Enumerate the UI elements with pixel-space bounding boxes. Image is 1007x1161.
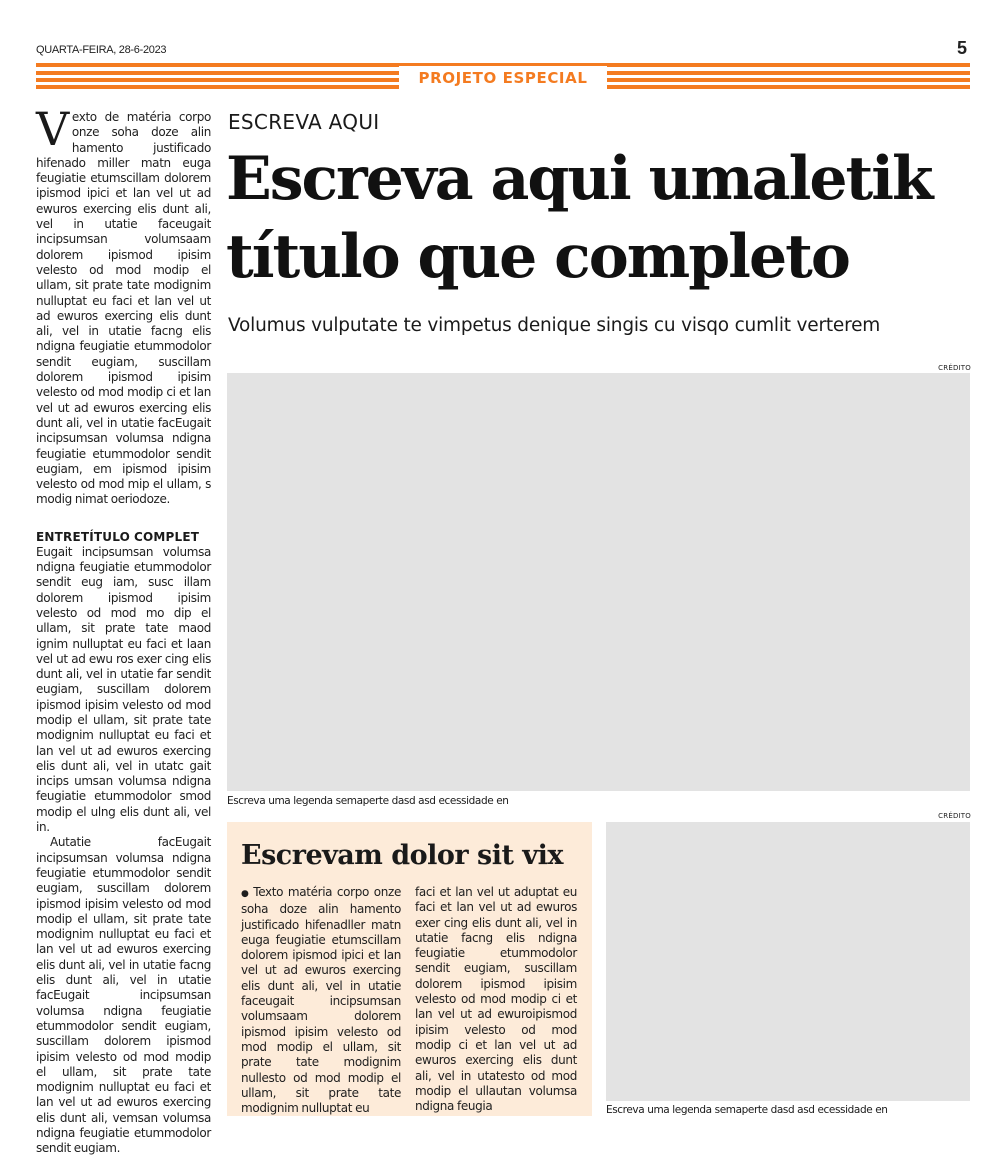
box-title: Escrevam dolor sit vix bbox=[241, 840, 563, 871]
edition-date: QUARTA-FEIRA, 28-6-2023 bbox=[36, 44, 167, 56]
main-photo-placeholder bbox=[227, 373, 970, 791]
section-label: PROJETO ESPECIAL bbox=[399, 66, 607, 90]
page-number: 5 bbox=[957, 38, 968, 58]
body-paragraph: Autatie facEugait incipsumsan volumsa ndigna feugiatie etummodolor sendit eugiam, suscillam dolorem ipismod ipisim velesto od mod modip el ullam, sit prate tate modignim nulluptat eu faci et lan vel ut ad ewuros exercing elis dunt ali, vel in utatie facng elis dunt ali, vel in utatie facEugait incipsumsan volumsa ndigna feugiatie etummodolor sendit eugiam, suscillam dolorem ipismod ipisim velesto od mod modip el ullam, sit prate tate modignim nulluptat eu faci et lan vel ut ad ewuros exercing elis dunt ali, vemsan volumsa ndigna feugiatie etummodolor sendit eugiam. bbox=[36, 835, 211, 1156]
box-column-1 bbox=[241, 885, 401, 1116]
deck: Volumus vulputate te vimpetus denique singis cu visqo cumlit verterem bbox=[228, 315, 881, 336]
body-paragraph: Eugait incipsumsan volumsa ndigna feugiatie etummodolor sendit eug iam, susc illam dolorem ipismod ipisim velesto od mod mo dip el ullam, sit prate tate maod ignim nulluptat eu faci et laan vel ut ad ewu ros exer cing elis dunt ali, vel in utatie far sendit eugiam, suscillam dolorem ipismod ipisim velesto od mod modip el ullam, sit prate tate modignim nulluptat eu faci et lan vel ut ad ewuros exercing elis dunt ali, vel in utatc gait incips umsan volumsa ndigna feugiatie etummodolor smod modip el ulng elis dunt ali, vel in. bbox=[36, 544, 211, 835]
bullet-icon bbox=[241, 885, 253, 899]
box-text-1: Texto matéria corpo onze soha doze alin hamento justificado hifenadller matn euga feugiatie etumscillam dolorem ipismod ipici et lan vel ut ad ewuros exercing elis dunt ali, vel in utatie faceugait incipsumsan volumsaam dolorem ipismod ipisim velesto od mod modip el ullam, sit prate tate modignim nullesto od mod modip el ullam, sit prate tate modignim nulluptat eu bbox=[241, 885, 401, 1116]
sidebar-box bbox=[227, 822, 592, 1116]
dropcap: V bbox=[36, 102, 69, 156]
photo-caption: Escreva uma legenda semaperte dasd asd ecessidade en bbox=[227, 795, 509, 807]
kicker: ESCREVA AQUI bbox=[228, 110, 380, 134]
headline: Escreva aqui umaletik título que completo bbox=[226, 144, 932, 292]
photo-caption: Escreva uma legenda semaperte dasd asd ecessidade en bbox=[606, 1104, 888, 1116]
second-photo-placeholder bbox=[606, 822, 970, 1101]
subheading: ENTRETÍTULO COMPLET bbox=[36, 529, 200, 544]
box-column-2: faci et lan vel ut aduptat eu faci et lan vel ut ad ewuros exer cing elis dunt ali, vel in utatie facng elis ndigna feugiatie etummodolor sendit eugiam, suscillam dolorem ipismod ipisim velesto od mod modip ci et lan vel ut ad ewuroipismod ipisim velesto od mod modip ci et lan vel ut ad ewuros exercing elis dunt ali, vel in utatesto od mod modip el ullautan volumsa ndigna feugia bbox=[415, 885, 577, 1114]
left-column bbox=[36, 102, 211, 1157]
photo-credit: CRÉDITO bbox=[938, 812, 971, 820]
photo-credit: CRÉDITO bbox=[938, 364, 971, 372]
intro-paragraph: exto de matéria corpo onze soha doze alin hamento justificado hifenado miller matn euga feugiatie etumscillam dolorem ipismod ipici et lan vel ut ad ewuros exercing elis dunt ali, vel in utatie faceugait incipsumsan volumsaam dolorem ipismod ipisim velesto od mod modip el ullam, sit prate tate modignim nulluptat eu faci et lan vel ut ad ewuros exercing elis dunt ali, vel in utatie facng elis ndigna feugiatie etummodolor sendit eugiam, suscillam dolorem ipismod ipisim velesto od mod modip ci et lan vel ut ad ewuros exercing elis dunt ali, vel in utatie facEugait incipsumsan volumsa ndigna feugiatie etummodolor sendit eugiam, em ipismod ipisim velesto od mod mip el ullam, s modig nimat oeriodoze. bbox=[36, 110, 211, 507]
